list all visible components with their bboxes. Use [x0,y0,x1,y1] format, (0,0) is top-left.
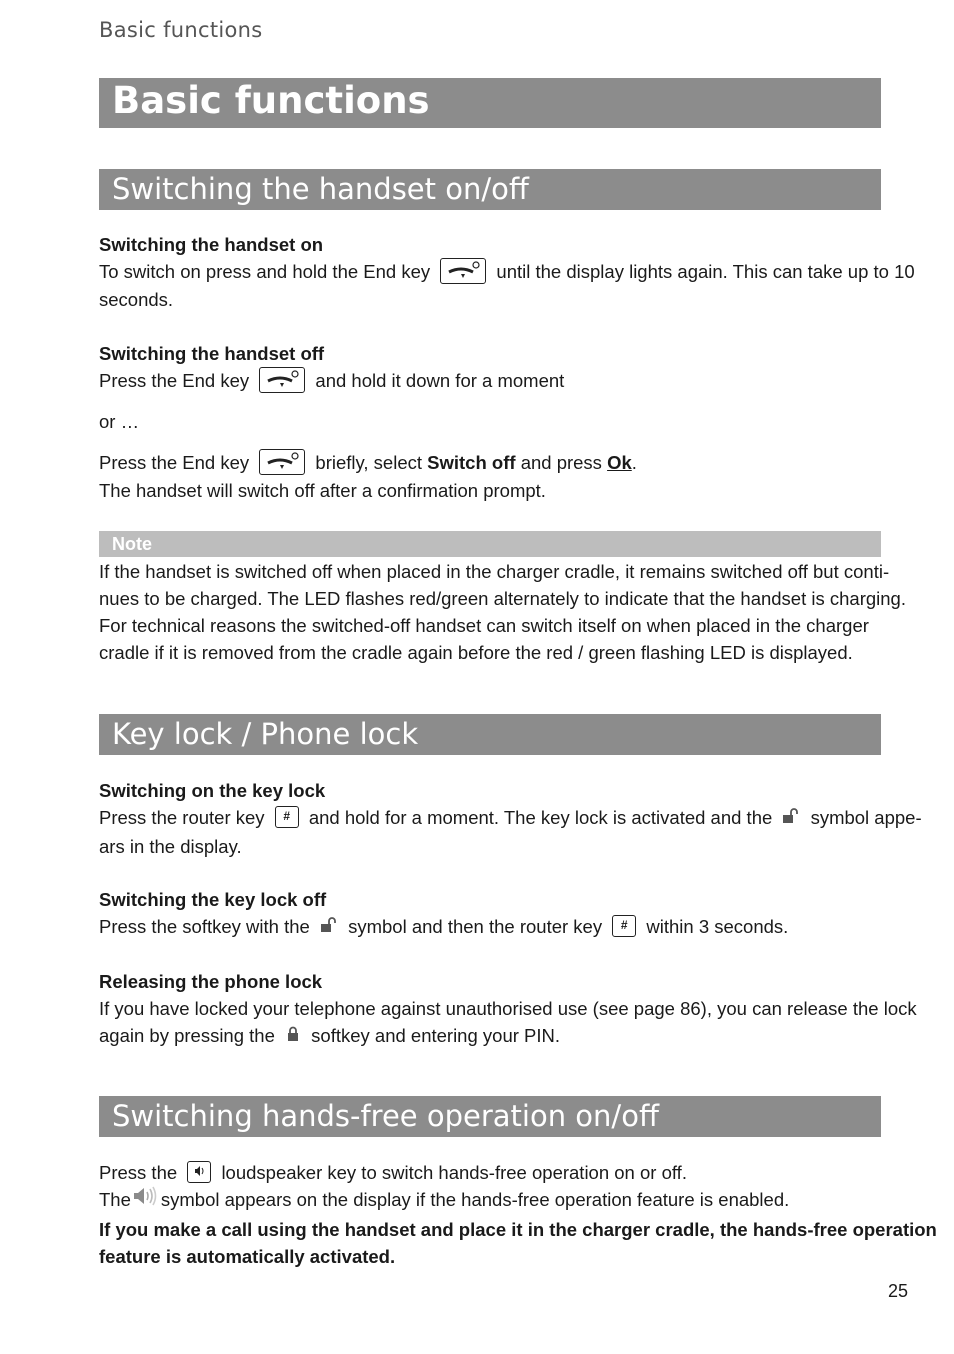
page-title: Basic functions [99,78,881,128]
text: symbol and then the router key [348,916,603,937]
closed-lock-icon [285,1022,301,1049]
handset-on-block [99,231,915,313]
section-title-key-lock: Key lock / Phone lock [99,714,881,755]
text: symbol appe- [810,807,922,828]
section-title-hands-free: Switching hands-free operation on/off [99,1096,881,1137]
handset-off-block [99,340,889,395]
key-lock-off-heading: Switching the key lock off [99,889,327,910]
note-body [99,558,906,666]
router-key-icon: # [612,915,636,937]
text: To switch on press and hold the End key [99,261,431,282]
page-number: 25 [888,1281,909,1301]
text: softkey and entering your PIN. [311,1025,561,1046]
phone-lock-line1: If you have locked your telephone against unauthorised use (see page 86), you can release the lock [99,998,917,1019]
note-line: nues to be charged. The LED flashes red/green alternately to indicate that the handset is charging. [99,588,906,609]
text: within 3 seconds. [646,916,789,937]
text: Press the [99,1162,178,1183]
key-lock-off-line [99,913,889,942]
phone-lock-heading: Releasing the phone lock [99,971,323,992]
hands-free-bold-line2: feature is automatically activated. [99,1245,396,1267]
note-line: cradle if it is removed from the cradle again before the red / green flashing LED is displayed. [99,642,853,663]
open-lock-icon [320,913,338,940]
end-key-icon [259,449,305,475]
text: and hold it down for a moment [315,370,565,391]
text: and press [520,452,602,473]
handset-off-heading: Switching the handset off [99,343,325,364]
text: again by pressing the [99,1025,275,1046]
or-text: or … [99,411,140,432]
text: briefly, select [315,452,423,473]
text: symbol appears on the display if the hands-free operation feature is enabled. [160,1189,790,1210]
hands-free-block [99,1159,937,1270]
router-key-icon: # [275,806,299,828]
handset-off-line2 [99,449,889,477]
phone-lock-block [99,968,917,1051]
ok-label: Ok [607,452,632,473]
speaker-icon [132,1185,158,1214]
handset-on-line1 [99,258,915,286]
text: loudspeaker key to switch hands-free operation on or off. [221,1162,687,1183]
running-head: Basic functions [99,18,263,42]
handset-off-line1 [99,367,889,395]
handset-on-heading: Switching the handset on [99,234,324,255]
note-line: If the handset is switched off when placed in the charger cradle, it remains switched off but conti- [99,561,890,582]
phone-lock-line2 [99,1022,889,1051]
hands-free-line1 [99,1159,889,1186]
end-key-icon [259,367,305,393]
key-lock-on-block [99,777,922,860]
open-lock-icon [782,804,800,831]
section-title-handset-on-off: Switching the handset on/off [99,169,881,210]
handset-off-line3: The handset will switch off after a confirmation prompt. [99,480,546,502]
text: Press the End key [99,452,250,473]
handset-off-alt-block [99,449,889,504]
key-lock-on-line2: ars in the display. [99,835,242,857]
end-key-icon [440,258,486,284]
hands-free-bold-line1: If you make a call using the handset and place it in the charger cradle, the hands-free operation [99,1218,937,1240]
handset-on-line2: seconds. [99,289,174,311]
text: Press the router key [99,807,265,828]
hands-free-line2 [99,1186,889,1216]
text: . [631,452,637,473]
loudspeaker-key-icon [187,1161,211,1183]
key-lock-on-heading: Switching on the key lock [99,780,326,801]
switch-off-label: Switch off [427,452,516,473]
text: Press the softkey with the [99,916,310,937]
text: Press the End key [99,370,250,391]
text: and hold for a moment. The key lock is activated and the [308,807,773,828]
text: until the display lights again. This can take up to 10 [496,261,915,282]
key-lock-on-line1 [99,804,922,833]
key-lock-off-block [99,886,889,942]
text: The [99,1189,131,1210]
note-label: Note [99,531,881,557]
note-line: For technical reasons the switched-off handset can switch itself on when placed in the charger [99,615,869,636]
